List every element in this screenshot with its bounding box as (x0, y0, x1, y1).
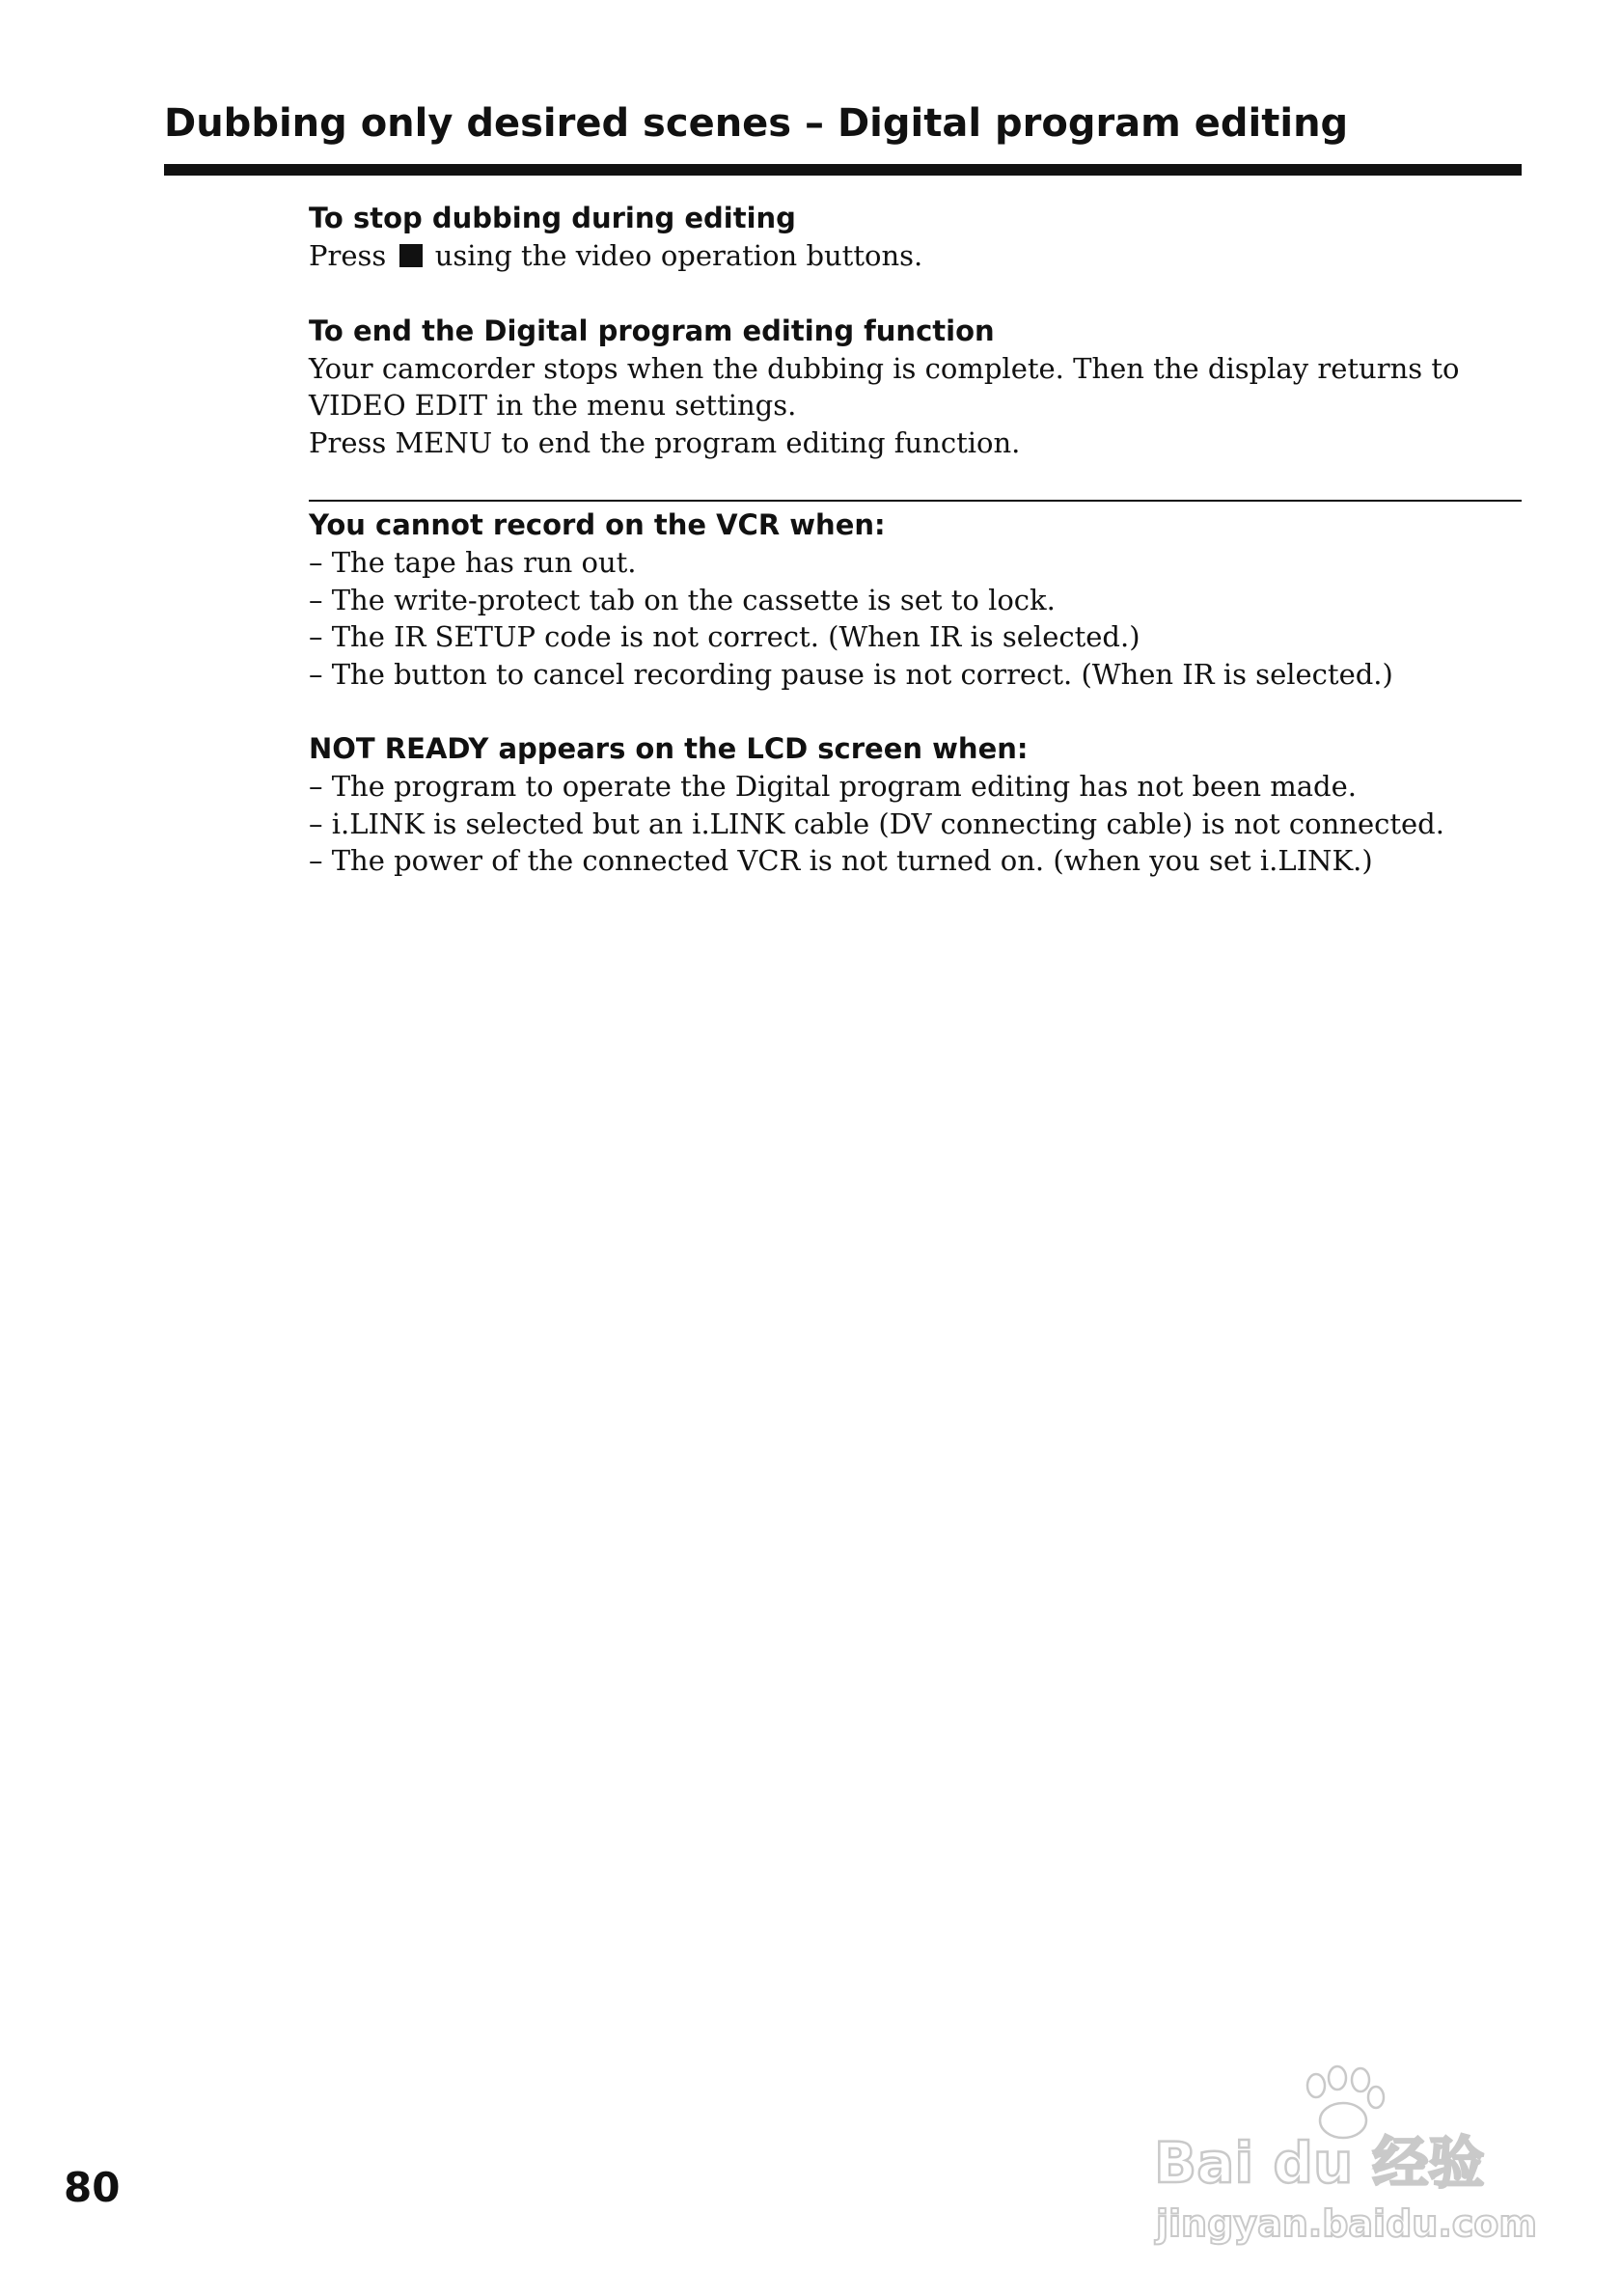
page-number: 80 (64, 2164, 121, 2211)
cannot-record-item: – The button to cancel recording pause is not correct. (When IR is selected.) (309, 657, 1393, 691)
stop-dubbing-instruction (309, 237, 1522, 275)
page-title: Dubbing only desired scenes – Digital program editing (164, 101, 1349, 146)
end-function-heading: To end the Digital program editing function (309, 314, 995, 347)
cannot-record-item: – The write-protect tab on the cassette is set to lock. (309, 583, 1056, 616)
end-function-line: VIDEO EDIT in the menu settings. (309, 389, 797, 422)
cannot-record-item: – The tape has run out. (309, 546, 637, 579)
content-area (309, 199, 1522, 880)
not-ready-item: – i.LINK is selected but an i.LINK cable (DV connecting cable) is not connected. (309, 806, 1444, 840)
end-function-line: Your camcorder stops when the dubbing is complete. Then the display returns to (309, 351, 1460, 385)
press-text: Press (309, 239, 387, 272)
cannot-record-heading: You cannot record on the VCR when: (309, 508, 886, 541)
section-cannot-record (309, 506, 1522, 693)
not-ready-item: – The power of the connected VCR is not turned on. (when you set i.LINK.) (309, 844, 1373, 877)
not-ready-heading: NOT READY appears on the LCD screen when: (309, 732, 1029, 765)
section-not-ready (309, 729, 1522, 880)
stop-square-icon (399, 244, 423, 267)
stop-dubbing-heading: To stop dubbing during editing (309, 202, 796, 234)
watermark-url: jingyan.baidu.com (1156, 2202, 1537, 2245)
not-ready-item: – The program to operate the Digital program editing has not been made. (309, 770, 1357, 803)
baidu-watermark (1144, 2064, 1550, 2257)
title-rule (164, 164, 1522, 176)
notes-divider (309, 500, 1522, 502)
section-end-function (309, 312, 1522, 462)
section-stop-dubbing (309, 199, 1522, 275)
stop-instruction-text: using the video operation buttons. (434, 239, 923, 272)
end-function-line: Press MENU to end the program editing function. (309, 425, 1021, 459)
cannot-record-item: – The IR SETUP code is not correct. (When IR is selected.) (309, 620, 1140, 653)
watermark-brand: Bai du 经验 (1154, 2130, 1485, 2196)
